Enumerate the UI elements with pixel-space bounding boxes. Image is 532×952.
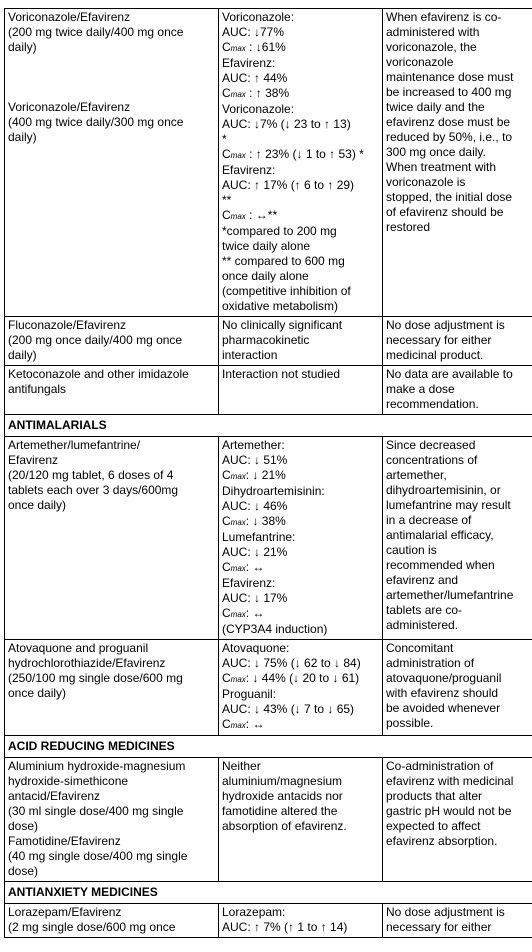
cell-line: Ketoconazole and other imidazole <box>8 367 189 381</box>
cell-line: daily) <box>8 40 37 54</box>
cell-line: efavirenz and <box>386 573 459 587</box>
cell-line: Cmax : ↑ 38% <box>222 86 290 100</box>
cell-line: pharmacokinetic <box>222 333 310 347</box>
recommendation-cell <box>383 366 532 415</box>
cell-line: administered. <box>386 618 459 632</box>
cell-line: recommendation. <box>386 397 479 411</box>
cell-line: hydroxide-simethicone <box>8 774 129 788</box>
cell-line <box>8 70 215 85</box>
cell-line: * <box>222 132 227 146</box>
cell-line: voriconazole <box>386 55 454 69</box>
cell-line: Aluminium hydroxide-magnesium <box>8 759 186 773</box>
cell-line: AUC: ↑ 17% (↑ 6 to ↑ 29) <box>222 178 355 192</box>
cell-line: Fluconazole/Efavirenz <box>8 318 127 332</box>
recommendation-cell <box>383 9 532 317</box>
section-title: ANTIMALARIALS <box>5 415 532 437</box>
cell-line: No clinically significant <box>222 318 343 332</box>
cell-line: products that alter <box>386 789 483 803</box>
cell-line: Lorazepam: <box>222 905 286 919</box>
cell-line: *compared to 200 mg <box>222 224 337 238</box>
cell-line: AUC: ↓77% <box>222 25 285 39</box>
interaction-table-body <box>5 9 532 938</box>
medicine-cell <box>5 758 219 882</box>
cell-line: Voriconazole: <box>222 10 295 24</box>
cell-line: Cmax: ↔ <box>222 560 265 574</box>
cell-line: (competitive inhibition of <box>222 284 351 298</box>
cell-line: Interaction not studied <box>222 367 341 381</box>
cell-line: AUC: ↓ 21% <box>222 545 288 559</box>
cell-line: necessary for either <box>386 333 492 347</box>
interaction-table <box>4 8 532 938</box>
cell-line: (2 mg single dose/600 mg once <box>8 920 176 934</box>
cell-line: Since decreased <box>386 438 476 452</box>
cell-line: aluminium/magnesium <box>222 774 343 788</box>
cell-line: efavirenz dose must be <box>386 115 511 129</box>
medicine-cell <box>5 9 219 317</box>
cell-line: famotidine altered the <box>222 804 338 818</box>
cell-line: Cmax: ↓ 21% <box>222 468 286 482</box>
cell-line: AUC: ↓ 43% (↓ 7 to ↓ 65) <box>222 702 355 716</box>
cell-line: twice daily and the <box>386 100 485 114</box>
cell-line: twice daily alone <box>222 239 311 253</box>
medicine-cell <box>5 904 219 938</box>
cell-line: interaction <box>222 348 278 362</box>
section-header-row <box>5 736 532 758</box>
cell-line: antimalarial efficacy, <box>386 528 494 542</box>
cell-line: reduced by 50%, i.e., to <box>386 130 513 144</box>
cell-line: oxidative metabolism) <box>222 299 339 313</box>
cell-line: voriconazole, the <box>386 40 477 54</box>
table-row <box>5 904 532 938</box>
cell-line: voriconazole is <box>386 175 466 189</box>
cell-line: maintenance dose must <box>386 70 514 84</box>
cell-line: with efavirenz should <box>386 686 499 700</box>
cell-line: caution is <box>386 543 437 557</box>
table-row <box>5 758 532 882</box>
recommendation-cell <box>383 640 532 736</box>
recommendation-cell <box>383 758 532 882</box>
cell-line: Co-administration of <box>386 759 494 773</box>
cell-line: efavirenz absorption. <box>386 834 498 848</box>
cell-line: (200 mg once daily/400 mg once <box>8 333 183 347</box>
cell-line: (20/120 mg tablet, 6 doses of 4 <box>8 468 174 482</box>
cell-line <box>8 85 215 100</box>
cell-line: Voriconazole/Efavirenz <box>8 100 131 114</box>
cell-line: Atovaquone: <box>222 641 290 655</box>
cell-line: Artemether/lumefantrine/ <box>8 438 141 452</box>
cell-line: Cmax : ↓61% <box>222 40 286 54</box>
cell-line: ** compared to 600 mg <box>222 254 345 268</box>
cell-line: necessary for either <box>386 920 492 934</box>
cell-line: be avoided whenever <box>386 701 501 715</box>
effect-cell <box>219 758 383 882</box>
cell-line: ** <box>222 193 232 207</box>
cell-line: (400 mg twice daily/300 mg once <box>8 115 184 129</box>
cell-line: stopped, the initial dose <box>386 190 513 204</box>
cell-line: Proguanil: <box>222 687 277 701</box>
cell-line: in a decrease of <box>386 513 472 527</box>
table-row <box>5 9 532 317</box>
cell-line: medicinal product. <box>386 348 484 362</box>
cell-line: Efavirenz: <box>222 576 276 590</box>
cell-line: lumefantrine may result <box>386 498 511 512</box>
cell-line: daily) <box>8 130 37 144</box>
table-row <box>5 317 532 366</box>
cell-line: be increased to 400 mg <box>386 85 512 99</box>
cell-line: Famotidine/Efavirenz <box>8 834 121 848</box>
medicine-cell <box>5 437 219 640</box>
cell-line: administered with <box>386 25 480 39</box>
effect-cell <box>219 366 383 415</box>
cell-line: Efavirenz: <box>222 163 276 177</box>
cell-line: daily) <box>8 348 37 362</box>
cell-line: (250/100 mg single dose/600 mg <box>8 671 183 685</box>
cell-line: No dose adjustment is <box>386 318 505 332</box>
cell-line: No data are available to <box>386 367 513 381</box>
cell-line: Cmax: ↓ 44% (↓ 20 to ↓ 61) <box>222 671 360 685</box>
effect-cell <box>219 640 383 736</box>
cell-line: expected to affect <box>386 819 481 833</box>
cell-line: No dose adjustment is <box>386 905 505 919</box>
cell-line: When treatment with <box>386 160 497 174</box>
cell-line: Atovaquone and proguanil <box>8 641 149 655</box>
recommendation-cell <box>383 437 532 640</box>
cell-line: once daily) <box>8 686 67 700</box>
cell-line: make a dose <box>386 382 455 396</box>
table-row <box>5 437 532 640</box>
cell-line: AUC: ↓ 75% (↓ 62 to ↓ 84) <box>222 656 361 670</box>
cell-line: of efavirenz should be <box>386 205 504 219</box>
cell-line: antifungals <box>8 382 67 396</box>
cell-line: Neither <box>222 759 261 773</box>
cell-line: artemether, <box>386 468 447 482</box>
cell-line: Voriconazole: <box>222 102 295 116</box>
cell-line: Artemether: <box>222 438 285 452</box>
cell-line: Cmax: ↔ <box>222 717 265 731</box>
cell-line: AUC: ↓ 17% <box>222 591 288 605</box>
cell-line: (200 mg twice daily/400 mg once <box>8 25 184 39</box>
cell-line: efavirenz with medicinal <box>386 774 514 788</box>
cell-line: Voriconazole/Efavirenz <box>8 10 131 24</box>
cell-line: (40 mg single dose/400 mg single <box>8 849 188 863</box>
cell-line: (CYP3A4 induction) <box>222 622 328 636</box>
section-header-row <box>5 415 532 437</box>
cell-line: Efavirenz: <box>222 56 276 70</box>
cell-line: Cmax : ↔** <box>222 208 278 222</box>
cell-line <box>8 55 215 70</box>
cell-line: antacid/Efavirenz <box>8 789 101 803</box>
cell-line: dose) <box>8 864 39 878</box>
cell-line: AUC: ↓ 46% <box>222 499 288 513</box>
cell-line: tablets are co- <box>386 603 463 617</box>
table-row <box>5 640 532 736</box>
effect-cell <box>219 437 383 640</box>
cell-line: 300 mg once daily. <box>386 145 486 159</box>
cell-line: gastric pH would not be <box>386 804 512 818</box>
cell-line: Concomitant <box>386 641 454 655</box>
cell-line: once daily alone <box>222 269 309 283</box>
table-row <box>5 366 532 415</box>
cell-line: Lumefantrine: <box>222 530 296 544</box>
cell-line: recommended when <box>386 558 495 572</box>
cell-line: Efavirenz <box>8 453 59 467</box>
medicine-cell <box>5 317 219 366</box>
cell-line: AUC: ↓ 51% <box>222 453 288 467</box>
cell-line: Dihydroartemisinin: <box>222 484 325 498</box>
cell-line: Cmax: ↔ <box>222 606 265 620</box>
section-header-row <box>5 882 532 904</box>
cell-line: Lorazepam/Efavirenz <box>8 905 122 919</box>
cell-line: AUC: ↑ 44% <box>222 71 288 85</box>
cell-line: dose) <box>8 819 39 833</box>
cell-line: artemether/lumefantrine <box>386 588 514 602</box>
document-page <box>4 8 528 938</box>
medicine-cell <box>5 366 219 415</box>
effect-cell <box>219 904 383 938</box>
cell-line: Cmax : ↑ 23% (↓ 1 to ↑ 53) * <box>222 147 364 161</box>
cell-line: dihydroartemisinin, or <box>386 483 501 497</box>
medicine-cell <box>5 640 219 736</box>
effect-cell <box>219 9 383 317</box>
cell-line: AUC: ↓7% (↓ 23 to ↑ 13) <box>222 117 351 131</box>
recommendation-cell <box>383 317 532 366</box>
cell-line: possible. <box>386 716 434 730</box>
cell-line: tablets each over 3 days/600mg <box>8 483 179 497</box>
cell-line: absorption of efavirenz. <box>222 819 347 833</box>
cell-line: Cmax: ↓ 38% <box>222 514 286 528</box>
recommendation-cell <box>383 904 532 938</box>
cell-line: once daily) <box>8 498 67 512</box>
cell-line: (30 ml single dose/400 mg single <box>8 804 184 818</box>
cell-line: When efavirenz is co- <box>386 10 502 24</box>
cell-line: AUC: ↑ 7% (↑ 1 to ↑ 14) <box>222 920 348 934</box>
section-title: ACID REDUCING MEDICINES <box>5 736 532 758</box>
section-title: ANTIANXIETY MEDICINES <box>5 882 532 904</box>
cell-line: atovaquone/proguanil <box>386 671 502 685</box>
effect-cell <box>219 317 383 366</box>
cell-line: concentrations of <box>386 453 478 467</box>
cell-line: hydroxide antacids nor <box>222 789 343 803</box>
cell-line: administration of <box>386 656 475 670</box>
cell-line: hydrochlorothiazide/Efavirenz <box>8 656 166 670</box>
cell-line: restored <box>386 220 431 234</box>
